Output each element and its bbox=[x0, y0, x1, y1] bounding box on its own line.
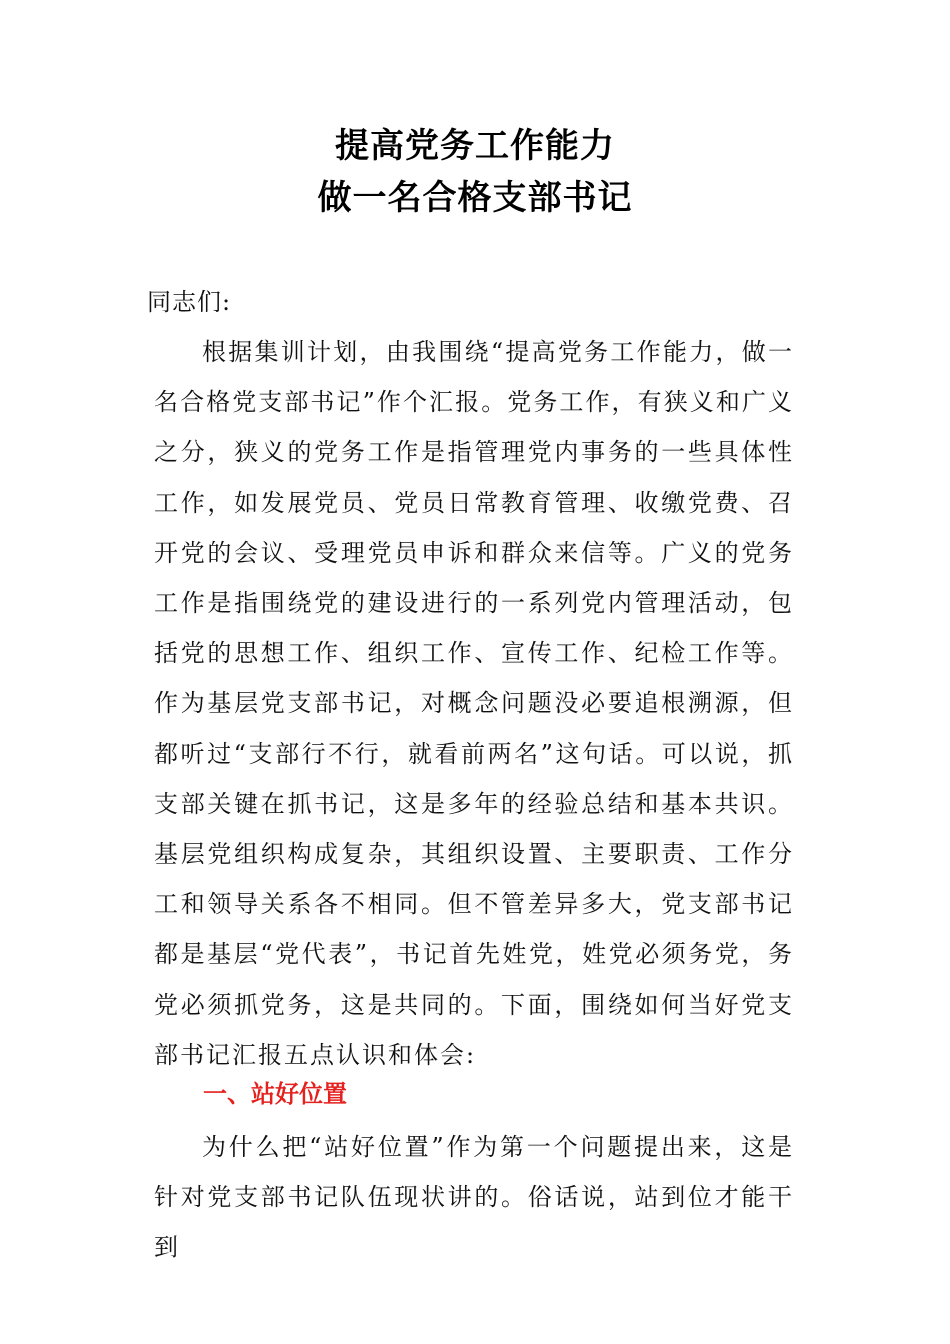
section-heading: 一、站好位置 bbox=[203, 1080, 347, 1108]
document-title-line-2: 做一名合格支部书记 bbox=[317, 178, 633, 218]
salutation: 同志们: bbox=[147, 288, 232, 316]
body-paragraph-1: 根据集训计划，由我围绕“提高党务工作能力，做一名合格党支部书记”作个汇报。党务工作，有狭义和广义之分，狭义的党务工作是指管理党内事务的一些具体性工作，如发展党员、党员日常教育管理、收缴党费、召开党的会议、受理党员申诉和群众来信等。广义的党务工作是指围绕党的建设进行的一系列党内管理活动，包括党的思想工作、组织工作、宣传工作、纪检工作等。作为基层党支部书记，对概念问题没必要追根溯源，但都听过“支部行不行，就看前两名”这句话。可以说，抓支部关键在抓书记，这是多年的经验总结和基本共识。基层党组织构成复杂，其组织设置、主要职责、工作分工和领导关系各不相同。但不管差异多大，党支部书记都是基层“党代表”，书记首先姓党，姓党必须务党，务党必须抓党务，这是共同的。下面，围绕如何当好党支部书记汇报五点认识和体会: bbox=[154, 338, 794, 1069]
document-title-line-1: 提高党务工作能力 bbox=[335, 126, 615, 166]
body-paragraph-2: 为什么把“站好位置”作为第一个问题提出来，这是针对党支部书记队伍现状讲的。俗话说，站到位才能干到 bbox=[154, 1133, 794, 1262]
